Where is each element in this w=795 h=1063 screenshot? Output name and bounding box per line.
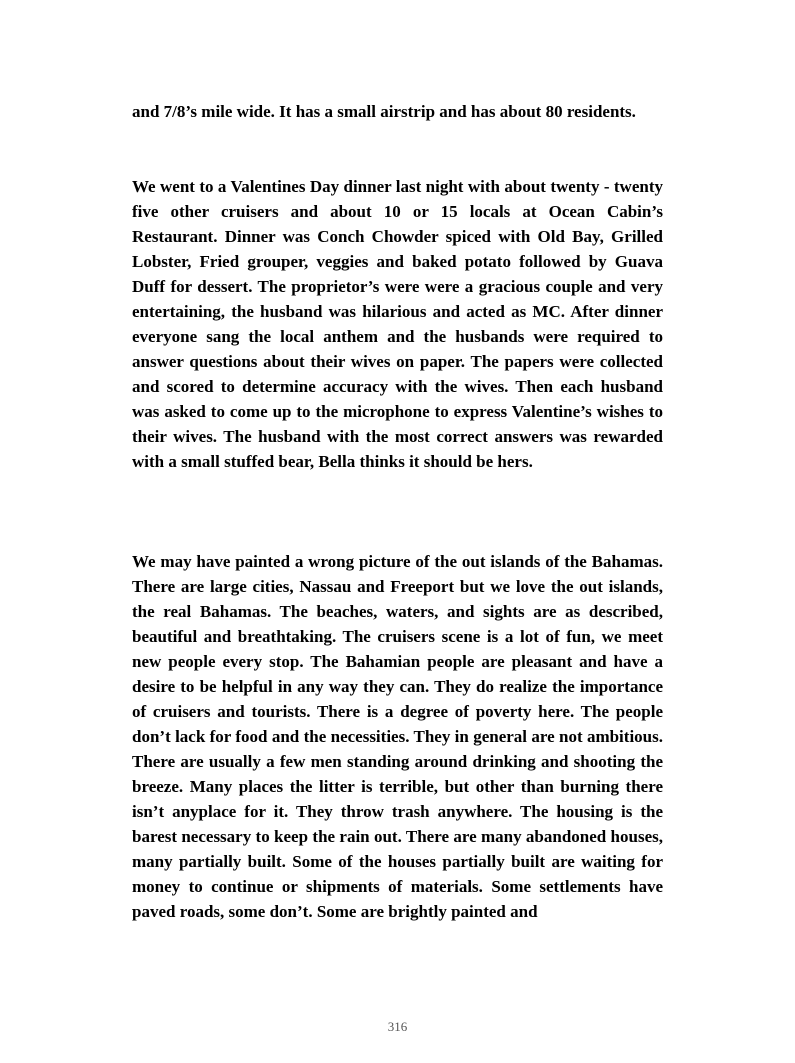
paragraph-out-islands: We may have painted a wrong picture of the out islands of the Bahamas. There are large cities, Nassau and Freeport but we love the out islands, the real Bahamas. The beaches, waters, and sights are as described, beautiful and breathtaking. The cruisers scene is a lot of fun, we meet new people every stop. The Bahamian people are pleasant and have a desire to be helpful in any way they can. They do realize the importance of cruisers and tourists. There is a degree of poverty here. The people don’t lack for food and the necessities. They in general are not ambitious. There are usually a few men standing around drinking and shooting the breeze. Many places the litter is terrible, but other than burning there isn’t anyplace for it. They throw trash anywhere. The housing is the barest necessary to keep the rain out. There are many abandoned houses, many partially built. Some of the houses partially built are waiting for money to continue or shipments of materials. Some settlements have paved roads, some don’t. Some are brightly painted and (132, 552, 663, 921)
paragraph-continuation: and 7/8’s mile wide. It has a small airstrip and has about 80 residents. (132, 102, 636, 121)
paragraph-valentines-dinner: We went to a Valentines Day dinner last night with about twenty - twenty five other cruisers and about 10 or 15 locals at Ocean Cabin’s Restaurant. Dinner was Conch Chowder spiced with Old Bay, Grilled Lobster, Fried grouper, veggies and baked potato followed by Guava Duff for dessert. The proprietor’s were were a gracious couple and very entertaining, the husband was hilarious and acted as MC. After dinner everyone sang the local anthem and the husbands were required to answer questions about their wives on paper. The papers were collected and scored to determine accuracy with the wives. Then each husband was asked to come up to the microphone to express Valentine’s wishes to their wives. The husband with the most correct answers was rewarded with a small stuffed bear, Bella thinks it should be hers. (132, 177, 663, 471)
page-number: 316 (387, 1019, 408, 1034)
